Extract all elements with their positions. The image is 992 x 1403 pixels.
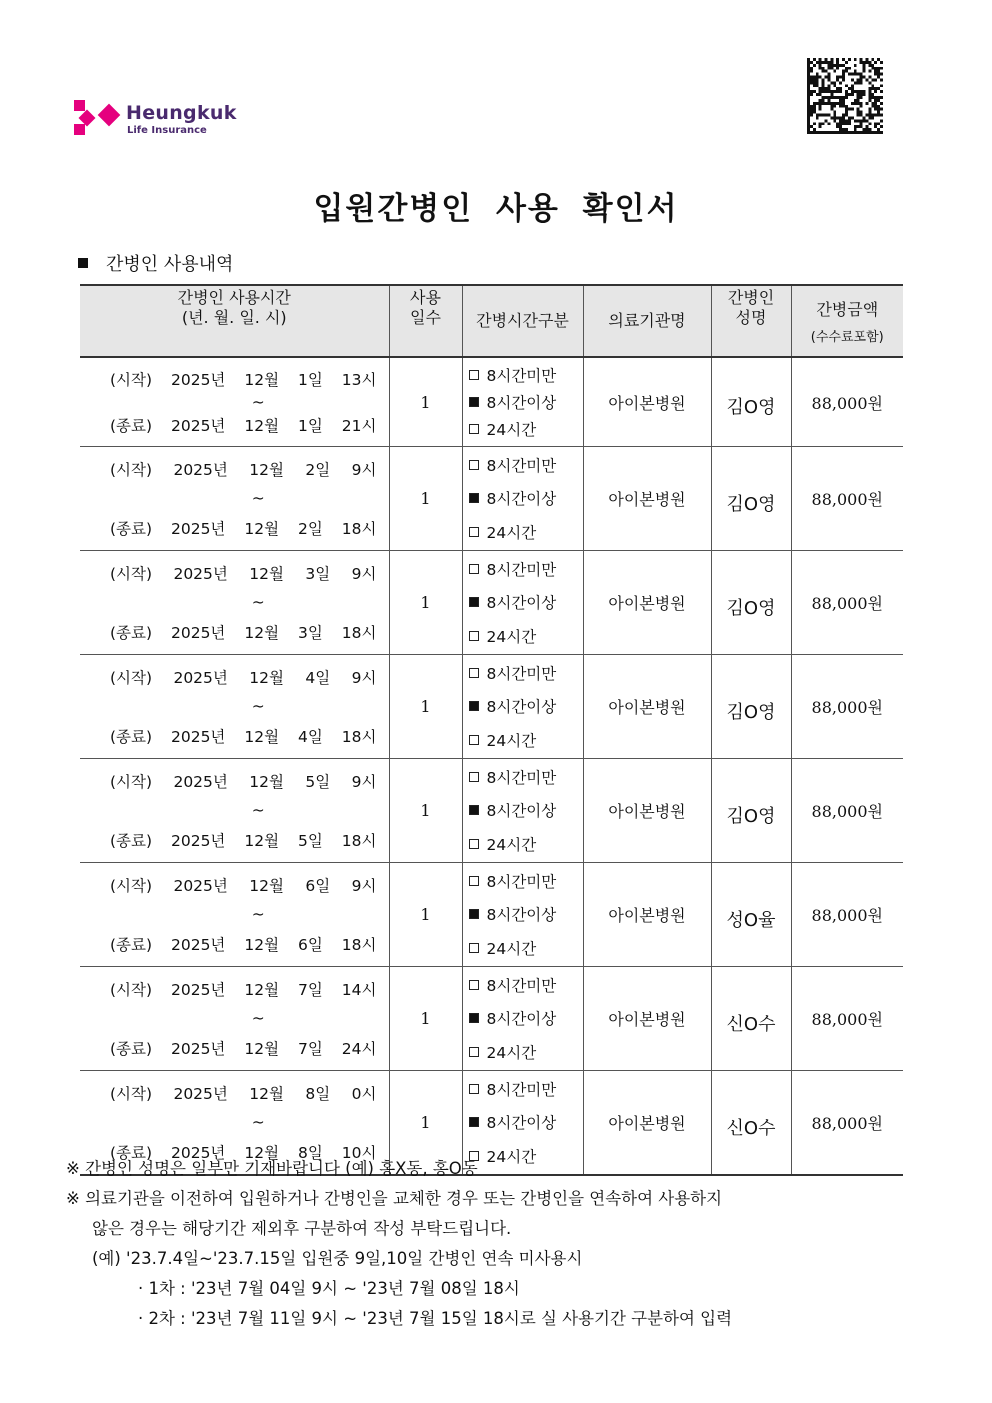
option-label: 8시간이상 (486, 802, 557, 821)
start-line (110, 368, 377, 390)
header-type: 간병시간구분 (462, 285, 583, 357)
option-label: 24시간 (486, 1043, 537, 1062)
option-item (469, 625, 583, 647)
start-label: (시작) (110, 773, 153, 792)
start-month: 12월 (249, 1085, 284, 1104)
heungkuk-logo (74, 100, 244, 140)
start-label: (시작) (110, 1085, 153, 1104)
header-caregiver (711, 285, 791, 357)
hospital-cell: 아이본병원 (583, 655, 711, 759)
option-label: 24시간 (486, 1147, 537, 1166)
type-cell (462, 863, 583, 967)
end-hour: 21시 (341, 417, 377, 436)
checked-box-icon (469, 597, 479, 607)
table-row (80, 863, 903, 967)
empty-box-icon (469, 564, 479, 574)
note-example-2: · 2차 : '23년 7월 11일 9시 ~ '23년 7월 15일 18시로 실 사용기간 구분하여 입력 (138, 1309, 733, 1328)
period-tilde: ~ (251, 697, 265, 716)
header-amount-note: (수수료포함) (810, 330, 884, 345)
end-year: 2025년 (170, 623, 226, 642)
end-hour: 18시 (341, 623, 377, 642)
option-label: 8시간미만 (486, 561, 557, 580)
section-label: 간병인 사용내역 (106, 254, 234, 275)
empty-box-icon (469, 527, 479, 537)
amount-cell: 88,000원 (791, 759, 903, 863)
days-cell: 1 (389, 863, 462, 967)
end-year: 2025년 (170, 935, 226, 954)
period-cell (80, 759, 389, 863)
start-month: 12월 (244, 981, 280, 1000)
period-cell (80, 447, 389, 551)
option-label: 24시간 (486, 627, 537, 646)
days-cell: 1 (389, 967, 462, 1071)
option-label: 8시간미만 (486, 873, 557, 892)
empty-box-icon (469, 1047, 479, 1057)
type-cell (462, 759, 583, 863)
end-day: 4일 (297, 727, 323, 746)
end-hour: 18시 (341, 519, 377, 538)
end-hour: 18시 (341, 831, 377, 850)
table-row (80, 655, 903, 759)
start-line (110, 666, 377, 688)
type-cell (462, 447, 583, 551)
note-2-cont: 않은 경우는 해당기간 제외후 구분하여 작성 부탁드립니다. (92, 1219, 512, 1238)
option-item (469, 1041, 583, 1063)
end-label: (종료) (110, 1143, 153, 1162)
note-1: ※ 간병인 성명은 일부만 기재바랍니다 (예) 홍X동, 홍O동 (66, 1159, 478, 1178)
end-day: 1일 (297, 417, 323, 436)
option-item (469, 487, 583, 509)
hospital-cell: 아이본병원 (583, 863, 711, 967)
end-label: (종료) (110, 623, 153, 642)
end-month: 12월 (244, 623, 280, 642)
end-month: 12월 (244, 935, 280, 954)
empty-box-icon (469, 980, 479, 990)
start-year: 2025년 (170, 981, 226, 1000)
period-tilde: ~ (251, 393, 265, 411)
empty-box-icon (469, 876, 479, 886)
end-label: (종료) (110, 519, 153, 538)
square-bullet-icon (78, 258, 88, 268)
start-label: (시작) (110, 981, 153, 1000)
option-label: 24시간 (486, 420, 537, 439)
section-heading (78, 250, 233, 276)
start-hour: 9시 (351, 565, 377, 584)
start-month: 12월 (249, 773, 284, 792)
caregiver-usage-table (80, 284, 903, 1176)
start-label: (시작) (110, 877, 153, 896)
end-year: 2025년 (170, 1039, 226, 1058)
days-cell: 1 (389, 447, 462, 551)
start-year: 2025년 (173, 877, 228, 896)
note-2: ※ 의료기관을 이전하여 입원하거나 간병인을 교체한 경우 또는 간병인을 연속하여 사용하지 (66, 1189, 723, 1208)
start-day: 1일 (297, 370, 323, 389)
end-line (110, 517, 377, 539)
start-month: 12월 (249, 461, 284, 480)
end-month: 12월 (244, 1143, 280, 1162)
header-amount-label: 간병금액 (816, 300, 879, 319)
logo-mark-icon (74, 100, 124, 136)
page-title: 입원간병인 사용 확인서 (313, 191, 679, 227)
start-label: (시작) (110, 669, 153, 688)
checked-box-icon (469, 1013, 479, 1023)
option-label: 24시간 (486, 835, 537, 854)
option-label: 8시간미만 (486, 769, 557, 788)
option-item (469, 695, 583, 717)
end-line (110, 414, 377, 436)
start-day: 6일 (305, 877, 331, 896)
option-item (469, 364, 583, 386)
start-year: 2025년 (173, 773, 228, 792)
qr-code-icon (806, 58, 884, 134)
days-cell: 1 (389, 1071, 462, 1176)
end-line (110, 829, 377, 851)
days-cell: 1 (389, 655, 462, 759)
table-row (80, 759, 903, 863)
start-month: 12월 (249, 877, 284, 896)
caregiver-cell: 신O수 (711, 967, 791, 1071)
table-row (80, 357, 903, 447)
option-label: 8시간미만 (486, 457, 557, 476)
option-item (469, 454, 583, 476)
start-year: 2025년 (173, 669, 228, 688)
option-item (469, 870, 583, 892)
type-cell (462, 967, 583, 1071)
empty-box-icon (469, 735, 479, 745)
end-month: 12월 (244, 831, 280, 850)
period-cell (80, 655, 389, 759)
start-day: 5일 (305, 773, 331, 792)
end-month: 12월 (244, 1039, 280, 1058)
option-label: 8시간이상 (486, 393, 557, 412)
checked-box-icon (469, 1117, 479, 1127)
end-day: 3일 (297, 623, 323, 642)
empty-box-icon (469, 631, 479, 641)
option-label: 8시간미만 (486, 367, 557, 386)
start-day: 4일 (305, 669, 331, 688)
caregiver-cell: 김O영 (711, 357, 791, 447)
option-label: 24시간 (486, 523, 537, 542)
option-item (469, 1007, 583, 1029)
period-cell (80, 967, 389, 1071)
header-hospital: 의료기관명 (583, 285, 711, 357)
header-period (80, 285, 389, 357)
logo-name: Heungkuk (126, 102, 237, 124)
option-label: 8시간이상 (486, 490, 557, 509)
amount-cell: 88,000원 (791, 447, 903, 551)
table-row (80, 551, 903, 655)
amount-cell: 88,000원 (791, 863, 903, 967)
end-line (110, 725, 377, 747)
table-row (80, 967, 903, 1071)
period-cell (80, 551, 389, 655)
end-hour: 18시 (341, 935, 377, 954)
start-label: (시작) (110, 565, 153, 584)
period-tilde: ~ (251, 1009, 265, 1028)
end-hour: 18시 (341, 727, 377, 746)
hospital-cell: 아이본병원 (583, 357, 711, 447)
hospital-cell: 아이본병원 (583, 967, 711, 1071)
caregiver-cell: 성O율 (711, 863, 791, 967)
option-label: 8시간이상 (486, 906, 557, 925)
option-item (469, 903, 583, 925)
option-item (469, 729, 583, 751)
days-cell: 1 (389, 357, 462, 447)
caregiver-cell: 김O영 (711, 551, 791, 655)
option-item (469, 521, 583, 543)
start-line (110, 562, 377, 584)
option-label: 8시간미만 (486, 977, 557, 996)
amount-cell: 88,000원 (791, 1071, 903, 1176)
option-label: 8시간이상 (486, 1010, 557, 1029)
checked-box-icon (469, 805, 479, 815)
header-caregiver-line2: 성명 (735, 308, 767, 327)
period-tilde: ~ (251, 1113, 265, 1132)
start-hour: 9시 (351, 669, 377, 688)
start-year: 2025년 (170, 370, 226, 389)
empty-box-icon (469, 460, 479, 470)
start-hour: 9시 (351, 773, 377, 792)
end-month: 12월 (244, 727, 280, 746)
start-day: 7일 (297, 981, 323, 1000)
end-label: (종료) (110, 935, 153, 954)
start-line (110, 458, 377, 480)
option-item (469, 558, 583, 580)
option-label: 8시간이상 (486, 1114, 557, 1133)
caregiver-cell: 신O수 (711, 1071, 791, 1176)
note-example: (예) '23.7.4일~'23.7.15일 입원중 9일,10일 간병인 연속 미사용시 (92, 1249, 583, 1268)
checked-box-icon (469, 493, 479, 503)
table-header-row (80, 285, 903, 357)
start-label: (시작) (110, 461, 153, 480)
empty-box-icon (469, 839, 479, 849)
empty-box-icon (469, 668, 479, 678)
empty-box-icon (469, 772, 479, 782)
start-day: 3일 (305, 565, 331, 584)
header-days-line2: 일수 (410, 308, 441, 327)
period-cell (80, 357, 389, 447)
period-tilde: ~ (251, 801, 265, 820)
end-hour: 24시 (341, 1039, 377, 1058)
header-period-line2: (년. 월. 일. 시) (181, 308, 287, 327)
empty-box-icon (469, 1084, 479, 1094)
period-tilde: ~ (251, 489, 265, 508)
option-label: 24시간 (486, 731, 537, 750)
hospital-cell: 아이본병원 (583, 447, 711, 551)
caregiver-cell: 김O영 (711, 655, 791, 759)
header-caregiver-line1: 간병인 (727, 288, 775, 307)
hospital-cell: 아이본병원 (583, 551, 711, 655)
end-label: (종료) (110, 727, 153, 746)
option-label: 8시간이상 (486, 594, 557, 613)
option-item (469, 662, 583, 684)
option-item (469, 591, 583, 613)
start-line (110, 770, 377, 792)
option-item (469, 974, 583, 996)
logo-subtitle: Life Insurance (127, 125, 207, 136)
start-line (110, 1082, 377, 1104)
end-day: 2일 (297, 519, 323, 538)
start-hour: 13시 (341, 370, 377, 389)
amount-cell: 88,000원 (791, 967, 903, 1071)
header-amount (791, 285, 903, 357)
header-days-line1: 사용 (410, 288, 441, 307)
option-item (469, 766, 583, 788)
checked-box-icon (469, 397, 479, 407)
option-label: 8시간미만 (486, 1081, 557, 1100)
note-example-1: · 1차 : '23년 7월 04일 9시 ~ '23년 7월 08일 18시 (138, 1279, 520, 1298)
empty-box-icon (469, 424, 479, 434)
start-month: 12월 (244, 370, 280, 389)
amount-cell: 88,000원 (791, 551, 903, 655)
option-item (469, 418, 583, 440)
type-cell (462, 551, 583, 655)
start-label: (시작) (110, 370, 153, 389)
end-month: 12월 (244, 519, 280, 538)
start-year: 2025년 (173, 1085, 228, 1104)
end-label: (종료) (110, 1039, 153, 1058)
start-hour: 9시 (351, 877, 377, 896)
start-month: 12월 (249, 669, 284, 688)
end-month: 12월 (244, 417, 280, 436)
option-item (469, 833, 583, 855)
empty-box-icon (469, 370, 479, 380)
caregiver-cell: 김O영 (711, 447, 791, 551)
period-cell (80, 863, 389, 967)
amount-cell: 88,000원 (791, 357, 903, 447)
option-item (469, 937, 583, 959)
end-year: 2025년 (170, 1143, 226, 1162)
period-tilde: ~ (251, 905, 265, 924)
header-period-line1: 간병인 사용시간 (177, 288, 291, 307)
end-year: 2025년 (170, 727, 226, 746)
hospital-cell: 아이본병원 (583, 759, 711, 863)
start-line (110, 874, 377, 896)
end-year: 2025년 (170, 519, 226, 538)
checked-box-icon (469, 909, 479, 919)
option-item (469, 1111, 583, 1133)
option-label: 8시간미만 (486, 665, 557, 684)
amount-cell: 88,000원 (791, 655, 903, 759)
days-cell: 1 (389, 759, 462, 863)
header-days (389, 285, 462, 357)
option-item (469, 799, 583, 821)
end-line (110, 933, 377, 955)
start-hour: 0시 (351, 1085, 377, 1104)
empty-box-icon (469, 943, 479, 953)
start-year: 2025년 (173, 461, 228, 480)
start-month: 12월 (249, 565, 284, 584)
end-year: 2025년 (170, 831, 226, 850)
end-day: 5일 (297, 831, 323, 850)
option-item (469, 391, 583, 413)
end-year: 2025년 (170, 417, 226, 436)
start-day: 8일 (305, 1085, 331, 1104)
start-year: 2025년 (173, 565, 228, 584)
type-cell (462, 357, 583, 447)
period-tilde: ~ (251, 593, 265, 612)
end-day: 6일 (297, 935, 323, 954)
end-day: 8일 (297, 1143, 323, 1162)
checked-box-icon (469, 701, 479, 711)
notes (66, 1154, 906, 1334)
end-hour: 10시 (341, 1143, 377, 1162)
start-line (110, 978, 377, 1000)
end-day: 7일 (297, 1039, 323, 1058)
start-hour: 9시 (351, 461, 377, 480)
option-label: 24시간 (486, 939, 537, 958)
end-label: (종료) (110, 831, 153, 850)
option-label: 8시간이상 (486, 698, 557, 717)
option-item (469, 1078, 583, 1100)
hospital-cell: 아이본병원 (583, 1071, 711, 1176)
start-day: 2일 (305, 461, 331, 480)
end-line (110, 1037, 377, 1059)
type-cell (462, 655, 583, 759)
end-label: (종료) (110, 417, 153, 436)
days-cell: 1 (389, 551, 462, 655)
end-line (110, 621, 377, 643)
caregiver-cell: 김O영 (711, 759, 791, 863)
table-row (80, 447, 903, 551)
start-hour: 14시 (341, 981, 377, 1000)
